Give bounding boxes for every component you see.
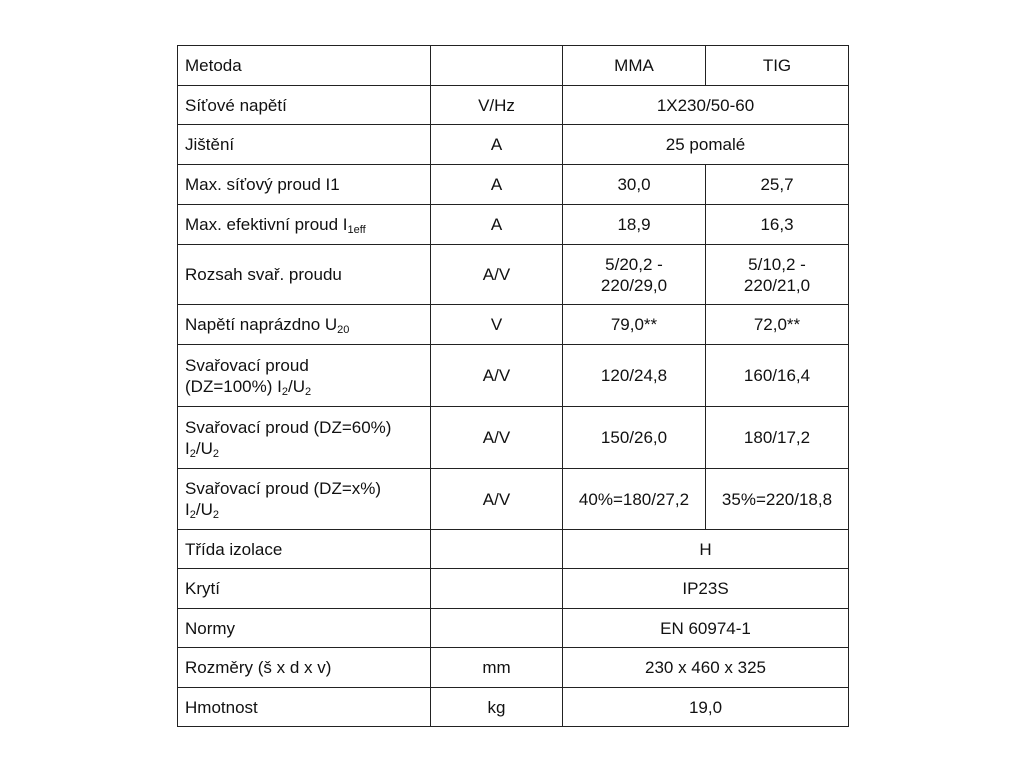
row-label: Metoda xyxy=(178,46,431,86)
table-row xyxy=(178,530,849,569)
row-label: Síťové napětí xyxy=(178,86,431,125)
row-label-text: /U xyxy=(287,376,305,396)
mma-value: 79,0** xyxy=(563,305,706,345)
tig-header: TIG xyxy=(706,46,849,86)
row-unit: A/V xyxy=(431,407,563,469)
tig-value: 180/17,2 xyxy=(706,407,849,469)
row-unit xyxy=(431,609,563,648)
label-subscript: 1eff xyxy=(347,224,366,236)
label-subscript: 2 xyxy=(212,509,219,521)
row-unit: A/V xyxy=(431,469,563,530)
tig-value: 35%=220/18,8 xyxy=(706,469,849,530)
row-unit: A/V xyxy=(431,245,563,305)
row-unit: A xyxy=(431,205,563,245)
row-label-line1: Svařovací proud (DZ=x%) xyxy=(185,479,382,498)
label-subscript: 2 xyxy=(212,447,219,460)
table-row xyxy=(178,345,849,407)
row-label: Krytí xyxy=(178,569,431,609)
row-label-text: Napětí naprázdno U xyxy=(185,315,338,334)
row-unit: mm xyxy=(431,648,563,688)
table-row xyxy=(178,305,849,345)
row-label: Třída izolace xyxy=(178,530,431,569)
row-label xyxy=(178,305,431,345)
row-value: H xyxy=(563,530,849,569)
row-label-text: I xyxy=(185,438,190,458)
row-label-line2 xyxy=(185,438,423,459)
row-value: IP23S xyxy=(563,569,849,609)
row-label: Normy xyxy=(178,609,431,648)
mma-value-line1: 5/20,2 - xyxy=(605,254,663,274)
row-label: Rozměry (š x d x v) xyxy=(178,648,431,688)
row-unit: A xyxy=(431,125,563,165)
mma-value-line2: 220/29,0 xyxy=(600,275,668,295)
row-unit: V xyxy=(431,305,563,345)
row-unit: V/Hz xyxy=(431,86,563,125)
table-row xyxy=(178,46,849,86)
mma-value xyxy=(563,245,706,305)
table-row xyxy=(178,245,849,305)
row-unit xyxy=(431,569,563,609)
table-row xyxy=(178,648,849,688)
table-row xyxy=(178,407,849,469)
mma-value: 120/24,8 xyxy=(563,345,706,407)
mma-header: MMA xyxy=(563,46,706,86)
tig-value-line2: 220/21,0 xyxy=(743,275,811,295)
row-label-line2 xyxy=(185,499,423,520)
tig-value xyxy=(706,245,849,305)
label-subscript: 2 xyxy=(189,447,196,460)
table-row xyxy=(178,86,849,125)
row-label-text: I xyxy=(185,500,190,519)
label-subscript: 2 xyxy=(189,509,196,521)
row-unit: A xyxy=(431,165,563,205)
table-row xyxy=(178,165,849,205)
table-row xyxy=(178,125,849,165)
row-label-text: /U xyxy=(195,438,213,458)
row-label-line2 xyxy=(185,376,423,397)
row-unit: kg xyxy=(431,688,563,727)
tig-value: 16,3 xyxy=(706,205,849,245)
row-label: Max. síťový proud I1 xyxy=(178,165,431,205)
table-row xyxy=(178,609,849,648)
specification-table xyxy=(177,45,849,727)
row-label-text: (DZ=100%) I xyxy=(185,376,282,396)
table-row xyxy=(178,688,849,727)
row-label xyxy=(178,469,431,530)
row-label: Rozsah svař. proudu xyxy=(178,245,431,305)
row-unit: A/V xyxy=(431,345,563,407)
table-row xyxy=(178,469,849,530)
tig-value: 72,0** xyxy=(706,305,849,345)
row-value: EN 60974-1 xyxy=(563,609,849,648)
mma-value: 40%=180/27,2 xyxy=(563,469,706,530)
row-unit xyxy=(431,46,563,86)
tig-value-line1: 5/10,2 - xyxy=(748,254,806,274)
row-label: Jištění xyxy=(178,125,431,165)
row-label-line1: Svařovací proud xyxy=(185,355,309,375)
row-label-text: Max. efektivní proud I xyxy=(185,215,348,234)
row-label xyxy=(178,345,431,407)
tig-value: 25,7 xyxy=(706,165,849,205)
row-label xyxy=(178,407,431,469)
row-value: 230 x 460 x 325 xyxy=(563,648,849,688)
row-label: Hmotnost xyxy=(178,688,431,727)
row-value: 1X230/50-60 xyxy=(563,86,849,125)
label-subscript: 20 xyxy=(337,324,350,336)
tig-value: 160/16,4 xyxy=(706,345,849,407)
table-row xyxy=(178,205,849,245)
row-label xyxy=(178,205,431,245)
mma-value: 30,0 xyxy=(563,165,706,205)
row-value: 25 pomalé xyxy=(563,125,849,165)
mma-value: 150/26,0 xyxy=(563,407,706,469)
label-subscript: 2 xyxy=(304,385,312,398)
label-subscript: 2 xyxy=(281,385,288,398)
mma-value: 18,9 xyxy=(563,205,706,245)
table-row xyxy=(178,569,849,609)
row-value: 19,0 xyxy=(563,688,849,727)
row-label-line1: Svařovací proud (DZ=60%) xyxy=(185,417,392,437)
row-unit xyxy=(431,530,563,569)
row-label-text: /U xyxy=(195,500,213,519)
